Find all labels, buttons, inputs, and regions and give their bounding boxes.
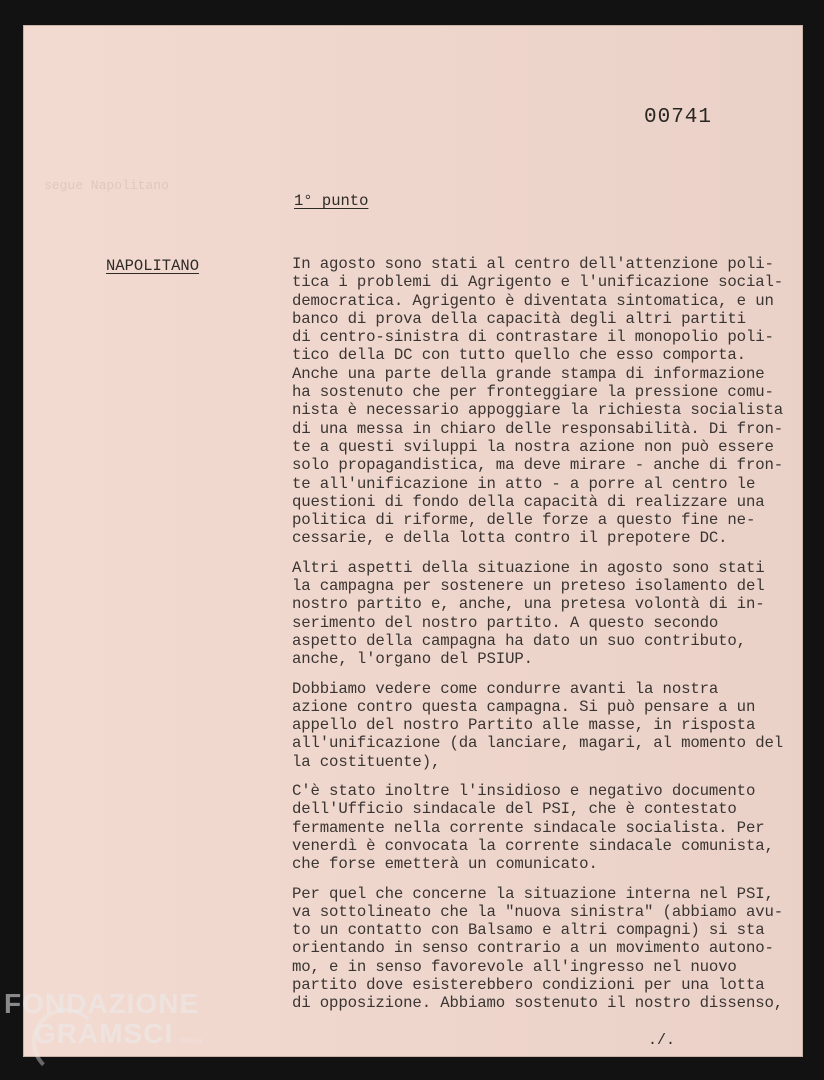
text-line: Altri aspetti della situazione in agosto sono stati <box>292 558 765 577</box>
body-text <box>292 255 802 1024</box>
paragraph <box>292 782 802 873</box>
document-number: 00741 <box>644 106 713 129</box>
text-line: In agosto sono stati al centro dell'attenzione poli- <box>292 255 774 273</box>
continuation-mark: ./. <box>648 1032 676 1049</box>
text-line: azione contro questa campagna. Si può pensare a un <box>292 697 756 716</box>
text-line: banco di prova della capacità degli altri partiti <box>292 309 746 328</box>
text-line: nista è necessario appoggiare la richiesta socialista <box>292 401 783 420</box>
text-line: tico della DC con tutto quello che esso comporta. <box>292 346 746 365</box>
text-line: Per quel che concerne la situazione interna nel PSI, <box>292 884 774 903</box>
text-line: va sottolineato che la "nuova sinistra" (abbiamo avu- <box>292 902 783 921</box>
text-line: che forse emetterà un comunicato. <box>292 855 598 874</box>
text-line: nostro partito e, anche, una pretesa volontà di in- <box>292 595 765 614</box>
text-line: di centro-sinistra di contrastare il monopolio poli- <box>292 328 774 347</box>
watermark-line2-text: GRAMSCI <box>34 1018 174 1049</box>
text-line: appello del nostro Partito alle masse, in risposta <box>292 716 756 735</box>
text-line: te all'unificazione in atto - a porre al centro le <box>292 474 756 493</box>
watermark-logo <box>4 990 203 1048</box>
text-line: serimento del nostro partito. A questo secondo <box>292 613 719 632</box>
text-line: partito dove esisterebbero condizioni per una lotta <box>292 975 765 994</box>
text-line: aspetto della campagna ha dato un suo contributo, <box>292 631 746 650</box>
text-line: orientando in senso contrario a un movimento autono- <box>292 939 774 958</box>
speaker-name: NAPOLITANO <box>106 257 200 275</box>
text-line: anche, l'organo del PSIUP. <box>292 650 533 669</box>
text-line: Dobbiamo vedere come condurre avanti la nostra <box>292 679 719 698</box>
paragraph <box>292 559 802 669</box>
text-line: la campagna per sostenere un preteso isolamento del <box>292 577 765 596</box>
section-heading: 1° punto <box>294 192 369 210</box>
text-line: di opposizione. Abbiamo sostenuto il nostro dissenso, <box>292 994 783 1013</box>
text-line: dell'Ufficio sindacale del PSI, che è contestato <box>292 800 737 819</box>
text-line: la costituente), <box>292 752 441 771</box>
text-line: solo propagandistica, ma deve mirare - anche di fron- <box>292 456 783 475</box>
text-line: ha sostenuto che per fronteggiare la pressione comu- <box>292 383 774 402</box>
paragraph <box>292 885 802 1013</box>
bleed-through-text: segue Napolitano <box>44 178 169 193</box>
text-line: fermamente nella corrente sindacale socialista. Per <box>292 818 765 837</box>
watermark-line1: FONDAZIONE <box>4 988 200 1019</box>
text-line: venerdì è convocata la corrente sindacale comunista, <box>292 836 774 855</box>
text-line: democratica. Agrigento è diventata sintomatica, e un <box>292 291 774 310</box>
paragraph <box>292 680 802 771</box>
document-page <box>24 26 802 1056</box>
watermark-sub: onlus <box>179 1036 204 1045</box>
text-line: all'unificazione (da lanciare, magari, al momento del <box>292 734 783 753</box>
text-line: questioni di fondo della capacità di realizzare una <box>292 492 765 511</box>
text-line: tica i problemi di Agrigento e l'unificazione social- <box>292 273 783 292</box>
text-line: mo, e in senso favorevole all'ingresso nel nuovo <box>292 957 737 976</box>
text-line: Anche una parte della grande stampa di informazione <box>292 364 765 383</box>
paragraph <box>292 255 802 548</box>
text-line: politica di riforme, delle forze a questo fine ne- <box>292 511 756 530</box>
text-line: di una messa in chiaro delle responsabilità. Di fron- <box>292 419 783 438</box>
text-line: to un contatto con Balsamo e altri compagni) si sta <box>292 921 765 940</box>
text-line: cessarie, e della lotta contro il prepotere DC. <box>292 529 728 548</box>
text-line: C'è stato inoltre l'insidioso e negativo documento <box>292 782 756 801</box>
watermark-circle-icon <box>32 1008 100 1076</box>
text-line: te a questi sviluppi la nostra azione non può essere <box>292 437 774 456</box>
